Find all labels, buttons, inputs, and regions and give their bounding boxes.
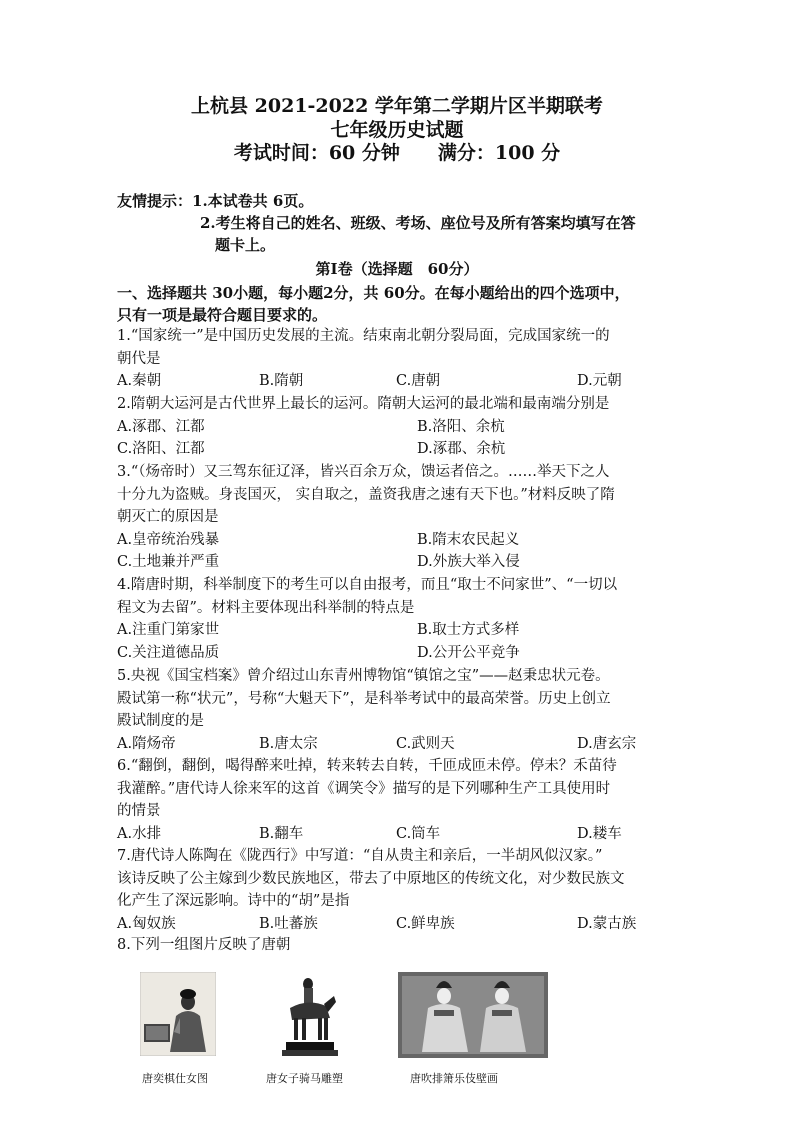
option-b[interactable]: B.吐蕃族 — [259, 915, 318, 932]
question-4 — [117, 574, 677, 664]
question-stem-line: 该诗反映了公主嫁到少数民族地区，带去了中原地区的传统文化，对少数民族文 — [117, 870, 625, 887]
question-stem-line: 4.隋唐时期，科举制度下的考生可以自由报考，而且“取士不问家世”、“一切以 — [117, 577, 618, 593]
question-stem-line: 十分九为盗贼。身丧国灭， 实自取之，盖资我唐之速有天下也。”材料反映了隋 — [117, 486, 615, 503]
option-c[interactable]: C.土地兼并严重 — [117, 554, 220, 570]
figure-caption: 唐奕棋仕女图 — [142, 1072, 208, 1085]
options-row — [117, 642, 677, 665]
section-title: 第Ⅰ卷（选择题 60分） — [315, 260, 479, 278]
question-3 — [117, 461, 677, 574]
options-row — [117, 823, 677, 846]
option-b[interactable]: B.隋末农民起义 — [417, 531, 520, 548]
musician-mural — [398, 972, 548, 1058]
question-stem-line: 2.隋朝大运河是古代世界上最长的运河。隋朝大运河的最北端和最南端分别是 — [117, 396, 610, 412]
question-stem-line: 程文为去留”。材料主要体现出科举制的特点是 — [117, 599, 415, 616]
question-stem-line: 5.央视《国宝档案》曾介绍过山东青州博物馆“镇馆之宝”——赵秉忠状元卷。 — [117, 668, 610, 684]
option-c[interactable]: C.洛阳、江都 — [117, 441, 205, 457]
option-d[interactable]: D.外族大举入侵 — [417, 554, 520, 570]
option-c[interactable]: C.武则天 — [396, 735, 455, 752]
question-stem-line: 6.“翻倒，翻倒，喝得醉来吐掉，转来转去自转，千匝成匝未停。停未？禾苗待 — [117, 758, 617, 774]
question-2 — [117, 393, 677, 461]
option-b[interactable]: B.翻车 — [259, 825, 304, 842]
question-stem-line: 1.“国家统一”是中国历史发展的主流。结束南北朝分裂局面，完成国家统一的 — [117, 328, 610, 344]
question-8-figures — [140, 968, 560, 1088]
question-stem-line: 8.下列一组图片反映了唐朝 — [117, 937, 291, 953]
exam-time-score: 考试时间：60 分钟 满分：100 分 — [233, 142, 561, 164]
options-row — [117, 416, 677, 439]
question-stem-line: 7.唐代诗人陈陶在《陇西行》中写道：“自从贵主和亲后，一半胡风似汉家。” — [117, 848, 603, 864]
option-c[interactable]: C.鲜卑族 — [396, 915, 455, 932]
option-a[interactable]: A.隋炀帝 — [117, 735, 176, 752]
option-c[interactable]: C.唐朝 — [396, 373, 441, 389]
tips-item-2-cont: 题卡上。 — [215, 236, 276, 254]
options-row — [117, 619, 677, 642]
question-stem-line: 我灌醉。”唐代诗人徐来军的这首《调笑令》描写的是下列哪种生产工具使用时 — [117, 780, 611, 797]
tips-item-1: 1.本试卷共 6页。 — [192, 192, 314, 210]
section-instructions — [117, 282, 677, 326]
instruction-line: 只有一项是最符合题目要求的。 — [117, 306, 328, 324]
question-stem-line: 3.“（炀帝时）又三驾东征辽泽，皆兴百余万众，馈运者倍之。……举天下之人 — [117, 464, 610, 480]
options-row — [117, 438, 677, 461]
option-d[interactable]: D.蒙古族 — [577, 915, 637, 932]
question-stem-line: 的情景 — [117, 803, 161, 819]
option-b[interactable]: B.隋朝 — [259, 373, 304, 389]
option-a[interactable]: A.涿郡、江都 — [117, 418, 205, 435]
question-stem-line: 殿试第一称“状元”，号称“大魁天下”，是科举考试中的最高荣誉。历史上创立 — [117, 690, 611, 707]
horse-rider-statue — [278, 968, 342, 1060]
chess-lady-painting — [140, 972, 216, 1056]
option-c[interactable]: C.关注道德品质 — [117, 644, 220, 661]
options-row — [117, 370, 677, 393]
option-d[interactable]: D.公开公平竞争 — [417, 644, 520, 661]
exam-subtitle: 七年级历史试题 — [330, 119, 464, 141]
question-5 — [117, 665, 677, 755]
option-a[interactable]: A.匈奴族 — [117, 915, 176, 932]
option-a[interactable]: A.秦朝 — [117, 373, 162, 389]
friendly-tips — [117, 190, 677, 256]
option-c[interactable]: C.筒车 — [396, 825, 441, 842]
options-row — [117, 551, 677, 574]
tips-label: 友情提示： — [117, 192, 193, 210]
question-stem-line: 殿试制度的是 — [117, 713, 204, 729]
question-7 — [117, 845, 677, 935]
tips-item-2: 2.考生将自己的姓名、班级、考场、座位号及所有答案均填写在答 — [200, 214, 636, 232]
instruction-line: 一、选择题共 30小题，每小题2分，共 60分。在每小题给出的四个选项中， — [117, 284, 630, 302]
option-b[interactable]: B.洛阳、余杭 — [417, 418, 505, 435]
option-b[interactable]: B.唐太宗 — [259, 735, 318, 752]
option-a[interactable]: A.注重门第家世 — [117, 622, 220, 638]
question-stem-line: 朝代是 — [117, 350, 161, 367]
options-row — [117, 733, 677, 756]
question-1 — [117, 325, 677, 393]
exam-title: 上杭县 2021-2022 学年第二学期片区半期联考 — [191, 95, 603, 117]
options-row — [117, 529, 677, 552]
option-b[interactable]: B.取士方式多样 — [417, 622, 520, 638]
option-a[interactable]: A.水排 — [117, 825, 162, 842]
option-d[interactable]: D.耧车 — [577, 825, 622, 842]
question-stem-line: 朝灭亡的原因是 — [117, 509, 219, 525]
question-stem-line: 化产生了深远影响。诗中的“胡”是指 — [117, 893, 350, 909]
option-d[interactable]: D.元朝 — [577, 373, 622, 389]
option-a[interactable]: A.皇帝统治残暴 — [117, 531, 220, 548]
figure-caption: 唐吹排箫乐伎壁画 — [410, 1072, 498, 1085]
question-8 — [117, 934, 677, 957]
option-d[interactable]: D.唐玄宗 — [577, 735, 637, 752]
options-row — [117, 913, 677, 936]
figure-caption: 唐女子骑马雕塑 — [266, 1072, 343, 1085]
option-d[interactable]: D.涿郡、余杭 — [417, 441, 506, 457]
question-6 — [117, 755, 677, 845]
